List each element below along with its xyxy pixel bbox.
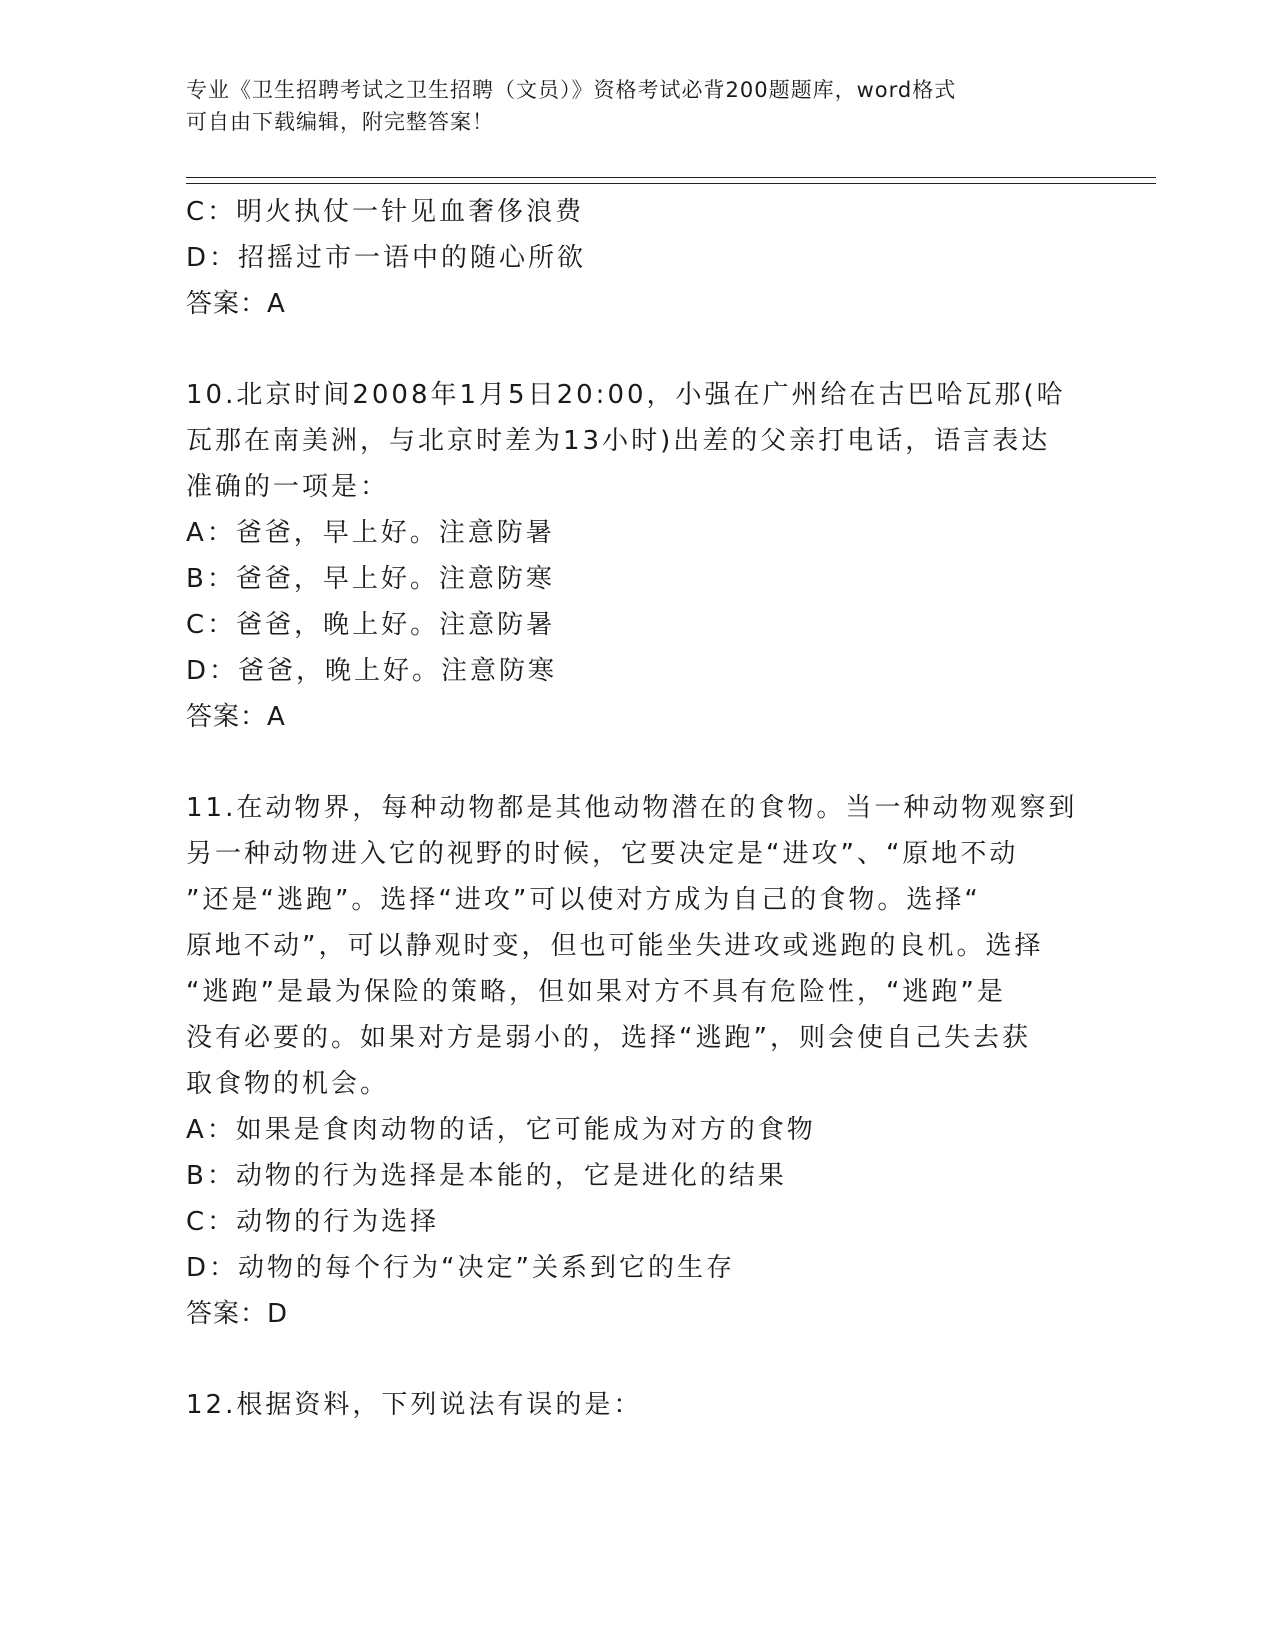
q9-option-d: D：招摇过市一语中的随心所欲 — [186, 243, 587, 273]
q9-option-c: C：明火执仗一针见血奢侈浪费 — [186, 197, 585, 227]
spacer — [186, 740, 1066, 785]
header-title-line-1: 专业《卫生招聘考试之卫生招聘（文员）》资格考试必背200题题库，word格式 — [186, 78, 957, 102]
q11-answer: 答案：D — [186, 1299, 289, 1329]
document-body — [186, 189, 1078, 1428]
q10-stem-line-1: 10.北京时间2008年1月5日20:00，小强在广州给在古巴哈瓦那(哈 — [186, 380, 1066, 410]
document-header — [186, 74, 1066, 138]
q11-option-d: D：动物的每个行为“决定”关系到它的生存 — [186, 1253, 735, 1283]
q11-stem-line-3: ”还是“逃跑”。选择“进攻”可以使对方成为自己的食物。选择“ — [186, 885, 981, 915]
q10-option-d: D：爸爸，晚上好。注意防寒 — [186, 656, 558, 686]
q10-option-c: C：爸爸，晚上好。注意防暑 — [186, 610, 556, 640]
q10-option-a: A：爸爸，早上好。注意防暑 — [186, 518, 555, 548]
q11-stem-line-1: 11.在动物界，每种动物都是其他动物潜在的食物。当一种动物观察到 — [186, 793, 1078, 823]
spacer — [186, 327, 1066, 372]
q12-stem: 12.根据资料，下列说法有误的是： — [186, 1390, 643, 1420]
q11-stem-line-5: “逃跑”是最为保险的策略，但如果对方不具有危险性，“逃跑”是 — [186, 977, 1006, 1007]
q11-option-a: A：如果是食肉动物的话，它可能成为对方的食物 — [186, 1115, 816, 1145]
q11-option-b: B：动物的行为选择是本能的，它是进化的结果 — [186, 1161, 787, 1191]
q11-stem-line-2: 另一种动物进入它的视野的时候，它要决定是“进攻”、“原地不动 — [186, 839, 1019, 869]
spacer — [186, 1337, 1066, 1382]
header-divider-top — [186, 177, 1156, 178]
q10-stem-line-2: 瓦那在南美洲，与北京时差为13小时)出差的父亲打电话，语言表达 — [186, 426, 1051, 456]
q10-answer: 答案：A — [186, 702, 286, 732]
q10-option-b: B：爸爸，早上好。注意防寒 — [186, 564, 555, 594]
header-title-line-2: 可自由下载编辑，附完整答案！ — [186, 110, 494, 134]
q10-stem-line-3: 准确的一项是： — [186, 472, 390, 502]
q11-option-c: C：动物的行为选择 — [186, 1207, 440, 1237]
q11-stem-line-4: 原地不动”，可以静观时变，但也可能坐失进攻或逃跑的良机。选择 — [186, 931, 1044, 961]
q11-stem-line-6: 没有必要的。如果对方是弱小的，选择“逃跑”，则会使自己失去获 — [186, 1023, 1031, 1053]
header-divider-bottom — [186, 183, 1156, 184]
q11-stem-line-7: 取食物的机会。 — [186, 1069, 390, 1099]
q9-answer: 答案：A — [186, 289, 286, 319]
